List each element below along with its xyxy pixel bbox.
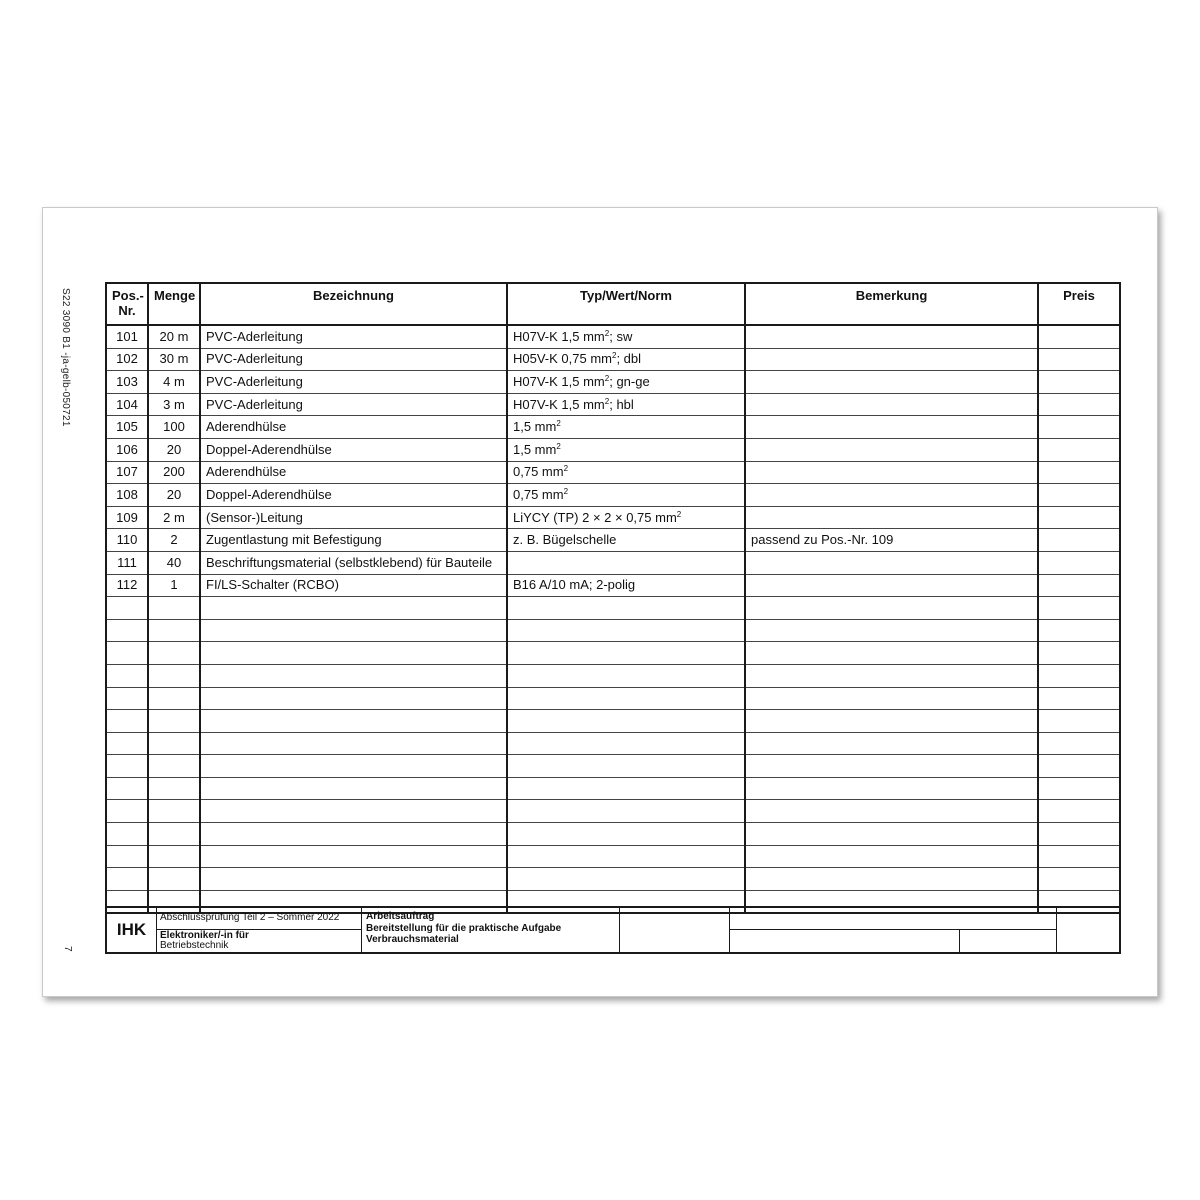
cell-menge xyxy=(148,597,200,620)
cell-bezeichnung xyxy=(200,642,507,665)
table-row-empty xyxy=(106,710,1120,733)
table-row-empty xyxy=(106,800,1120,823)
footer-blank-cell xyxy=(960,930,1057,952)
cell-preis xyxy=(1038,506,1120,529)
form-footer xyxy=(105,906,1121,954)
cell-preis xyxy=(1038,597,1120,620)
cell-pos xyxy=(106,845,148,868)
profession-line2: Betriebstechnik xyxy=(160,940,229,951)
cell-bemerkung xyxy=(745,664,1038,687)
table-row-empty xyxy=(106,642,1120,665)
cell-bemerkung xyxy=(745,642,1038,665)
cell-bemerkung xyxy=(745,868,1038,891)
cell-menge xyxy=(148,800,200,823)
cell-pos: 107 xyxy=(106,461,148,484)
header-pos: Pos.- Nr. xyxy=(106,283,148,325)
table-row-empty xyxy=(106,755,1120,778)
cell-menge xyxy=(148,710,200,733)
cell-bezeichnung: Zugentlastung mit Befestigung xyxy=(200,529,507,552)
cell-pos xyxy=(106,619,148,642)
table-row xyxy=(106,484,1120,507)
cell-pos xyxy=(106,597,148,620)
cell-typ: H05V-K 0,75 $mm^2$; dbl xyxy=(507,348,745,371)
cell-bezeichnung xyxy=(200,597,507,620)
cell-pos: 109 xyxy=(106,506,148,529)
cell-menge: 1 xyxy=(148,574,200,597)
material-table xyxy=(105,282,1121,914)
cell-menge xyxy=(148,664,200,687)
task-line2: Bereitstellung für die praktische Aufgabe xyxy=(366,922,562,934)
cell-typ xyxy=(507,687,745,710)
cell-menge xyxy=(148,732,200,755)
table-row-empty xyxy=(106,777,1120,800)
table-row xyxy=(106,574,1120,597)
cell-typ xyxy=(507,777,745,800)
cell-bezeichnung xyxy=(200,732,507,755)
cell-bezeichnung: Beschriftungsmaterial (selbstklebend) für Bauteile xyxy=(200,551,507,574)
cell-typ xyxy=(507,551,745,574)
cell-bemerkung xyxy=(745,755,1038,778)
cell-pos: 102 xyxy=(106,348,148,371)
cell-preis xyxy=(1038,371,1120,394)
table-row-empty xyxy=(106,619,1120,642)
cell-typ xyxy=(507,823,745,846)
cell-bezeichnung: Doppel-Aderendhülse xyxy=(200,438,507,461)
cell-bezeichnung: (Sensor-)Leitung xyxy=(200,506,507,529)
cell-bezeichnung xyxy=(200,755,507,778)
cell-pos xyxy=(106,777,148,800)
cell-bemerkung xyxy=(745,845,1038,868)
table-row-empty xyxy=(106,845,1120,868)
cell-bemerkung xyxy=(745,800,1038,823)
cell-pos xyxy=(106,687,148,710)
table-row-empty xyxy=(106,732,1120,755)
header-menge: Menge xyxy=(148,283,200,325)
cell-preis xyxy=(1038,438,1120,461)
cell-typ: H07V-K 1,5 $mm^2$; hbl xyxy=(507,393,745,416)
cell-pos xyxy=(106,664,148,687)
cell-typ xyxy=(507,800,745,823)
page-number: 7 xyxy=(62,946,73,952)
cell-bezeichnung xyxy=(200,664,507,687)
task-line1: Arbeitsauftrag xyxy=(366,911,435,922)
profession xyxy=(157,930,362,952)
cell-pos: 106 xyxy=(106,438,148,461)
cell-bezeichnung xyxy=(200,777,507,800)
table-row-empty xyxy=(106,664,1120,687)
cell-preis xyxy=(1038,461,1120,484)
cell-typ xyxy=(507,642,745,665)
table-row xyxy=(106,348,1120,371)
cell-typ: B16 A/10 mA; 2-polig xyxy=(507,574,745,597)
cell-pos xyxy=(106,823,148,846)
cell-menge: 2 xyxy=(148,529,200,552)
table-row xyxy=(106,438,1120,461)
cell-bezeichnung: PVC-Aderleitung xyxy=(200,325,507,348)
table-row xyxy=(106,461,1120,484)
table-row xyxy=(106,551,1120,574)
cell-pos xyxy=(106,732,148,755)
cell-preis xyxy=(1038,642,1120,665)
cell-menge xyxy=(148,868,200,891)
cell-menge: 20 xyxy=(148,438,200,461)
cell-typ xyxy=(507,732,745,755)
cell-typ: 0,75 $mm^2$ xyxy=(507,461,745,484)
cell-menge xyxy=(148,755,200,778)
cell-pos: 108 xyxy=(106,484,148,507)
cell-typ: 1,5 $mm^2$ xyxy=(507,416,745,439)
cell-preis xyxy=(1038,823,1120,846)
cell-typ: z. B. Bügelschelle xyxy=(507,529,745,552)
cell-menge: 3 m xyxy=(148,393,200,416)
cell-typ: H07V-K 1,5 $mm^2$; sw xyxy=(507,325,745,348)
cell-typ xyxy=(507,619,745,642)
cell-typ: H07V-K 1,5 $mm^2$; gn-ge xyxy=(507,371,745,394)
cell-bemerkung xyxy=(745,461,1038,484)
cell-preis xyxy=(1038,393,1120,416)
cell-preis xyxy=(1038,574,1120,597)
table-row xyxy=(106,393,1120,416)
cell-typ xyxy=(507,710,745,733)
cell-bemerkung xyxy=(745,438,1038,461)
cell-preis xyxy=(1038,710,1120,733)
cell-menge xyxy=(148,777,200,800)
cell-menge xyxy=(148,845,200,868)
cell-pos xyxy=(106,642,148,665)
cell-typ xyxy=(507,597,745,620)
cell-pos xyxy=(106,710,148,733)
cell-typ: 0,75 $mm^2$ xyxy=(507,484,745,507)
header-preis: Preis xyxy=(1038,283,1120,325)
cell-bemerkung xyxy=(745,484,1038,507)
cell-pos: 104 xyxy=(106,393,148,416)
cell-pos: 105 xyxy=(106,416,148,439)
task-line3: Verbrauchsmaterial xyxy=(366,934,459,945)
cell-bezeichnung: PVC-Aderleitung xyxy=(200,393,507,416)
ihk-logo: IHK xyxy=(107,908,157,952)
cell-bezeichnung xyxy=(200,823,507,846)
cell-pos: 112 xyxy=(106,574,148,597)
cell-preis xyxy=(1038,348,1120,371)
cell-preis xyxy=(1038,619,1120,642)
cell-preis xyxy=(1038,551,1120,574)
cell-bemerkung xyxy=(745,619,1038,642)
cell-pos: 110 xyxy=(106,529,148,552)
table-row-empty xyxy=(106,868,1120,891)
cell-bezeichnung xyxy=(200,710,507,733)
cell-menge xyxy=(148,687,200,710)
cell-preis xyxy=(1038,732,1120,755)
cell-typ: LiYCY (TP) 2 × 2 × 0,75 $mm^2$ xyxy=(507,506,745,529)
cell-menge: 100 xyxy=(148,416,200,439)
cell-preis xyxy=(1038,777,1120,800)
table-header-row xyxy=(106,283,1120,325)
cell-bezeichnung xyxy=(200,619,507,642)
cell-menge: 200 xyxy=(148,461,200,484)
cell-menge xyxy=(148,642,200,665)
cell-bezeichnung: FI/LS-Schalter (RCBO) xyxy=(200,574,507,597)
cell-menge: 4 m xyxy=(148,371,200,394)
cell-preis xyxy=(1038,664,1120,687)
header-bezeichnung: Bezeichnung xyxy=(200,283,507,325)
cell-preis xyxy=(1038,755,1120,778)
cell-bezeichnung xyxy=(200,687,507,710)
footer-blank-cell xyxy=(620,908,730,952)
table-row-empty xyxy=(106,597,1120,620)
cell-bemerkung xyxy=(745,371,1038,394)
table-row xyxy=(106,325,1120,348)
table-row xyxy=(106,529,1120,552)
cell-menge: 30 m xyxy=(148,348,200,371)
cell-bemerkung xyxy=(745,506,1038,529)
cell-bezeichnung: PVC-Aderleitung xyxy=(200,348,507,371)
footer-blank-cell xyxy=(730,930,960,952)
cell-menge: 20 xyxy=(148,484,200,507)
cell-bemerkung xyxy=(745,732,1038,755)
cell-pos xyxy=(106,755,148,778)
cell-bemerkung xyxy=(745,325,1038,348)
table-row xyxy=(106,506,1120,529)
cell-menge: 2 m xyxy=(148,506,200,529)
cell-menge: 20 m xyxy=(148,325,200,348)
cell-preis xyxy=(1038,845,1120,868)
table-row-empty xyxy=(106,823,1120,846)
cell-typ xyxy=(507,755,745,778)
table-row xyxy=(106,416,1120,439)
cell-pos xyxy=(106,800,148,823)
cell-typ: 1,5 $mm^2$ xyxy=(507,438,745,461)
cell-pos: 103 xyxy=(106,371,148,394)
cell-typ xyxy=(507,664,745,687)
cell-menge: 40 xyxy=(148,551,200,574)
cell-menge xyxy=(148,619,200,642)
cell-typ xyxy=(507,845,745,868)
table-row-empty xyxy=(106,687,1120,710)
cell-pos: 101 xyxy=(106,325,148,348)
cell-bezeichnung: PVC-Aderleitung xyxy=(200,371,507,394)
cell-bemerkung xyxy=(745,687,1038,710)
cell-bezeichnung: Aderendhülse xyxy=(200,461,507,484)
cell-bezeichnung: Aderendhülse xyxy=(200,416,507,439)
task-description xyxy=(362,908,620,952)
cell-pos xyxy=(106,868,148,891)
cell-bemerkung xyxy=(745,597,1038,620)
cell-bezeichnung xyxy=(200,845,507,868)
cell-menge xyxy=(148,823,200,846)
cell-preis xyxy=(1038,529,1120,552)
cell-preis xyxy=(1038,484,1120,507)
cell-bemerkung xyxy=(745,777,1038,800)
cell-bemerkung xyxy=(745,416,1038,439)
cell-bemerkung: passend zu Pos.-Nr. 109 xyxy=(745,529,1038,552)
cell-preis xyxy=(1038,325,1120,348)
cell-pos: 111 xyxy=(106,551,148,574)
cell-bezeichnung xyxy=(200,868,507,891)
exam-title: Abschlussprüfung Teil 2 – Sommer 2022 xyxy=(157,908,362,930)
cell-bemerkung xyxy=(745,551,1038,574)
cell-preis xyxy=(1038,416,1120,439)
cell-typ xyxy=(507,868,745,891)
header-bemerkung: Bemerkung xyxy=(745,283,1038,325)
profession-line1: Elektroniker/-in für xyxy=(160,930,249,941)
cell-preis xyxy=(1038,687,1120,710)
table-row xyxy=(106,371,1120,394)
header-typ: Typ/Wert/Norm xyxy=(507,283,745,325)
cell-bemerkung xyxy=(745,348,1038,371)
cell-bemerkung xyxy=(745,574,1038,597)
cell-preis xyxy=(1038,868,1120,891)
cell-bezeichnung: Doppel-Aderendhülse xyxy=(200,484,507,507)
cell-bemerkung xyxy=(745,393,1038,416)
cell-bezeichnung xyxy=(200,800,507,823)
cell-preis xyxy=(1038,800,1120,823)
footer-blank-cell xyxy=(730,908,1057,930)
cell-bemerkung xyxy=(745,710,1038,733)
document-code: S22 3090 B1 -ja-gelb-050721 xyxy=(60,288,71,427)
cell-bemerkung xyxy=(745,823,1038,846)
